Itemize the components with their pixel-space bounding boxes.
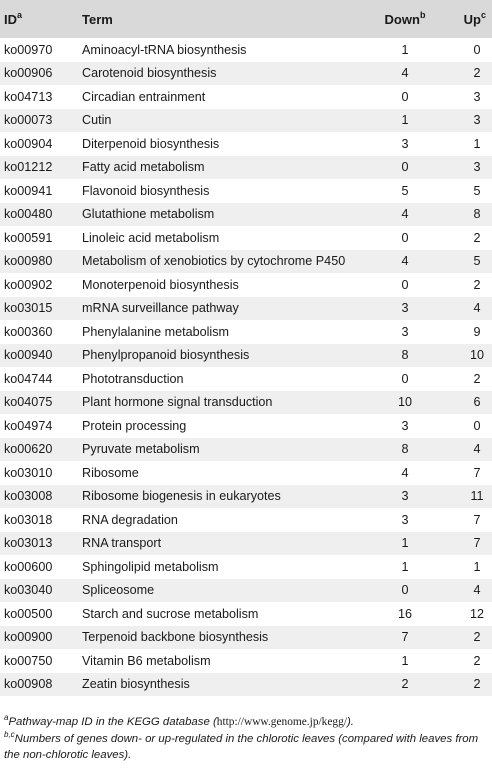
cell-term: Fatty acid metabolism: [82, 160, 205, 175]
cell-term: Starch and sucrose metabolism: [82, 606, 259, 621]
cell-up: 0: [473, 42, 481, 57]
cell-term: mRNA surveillance pathway: [82, 301, 239, 316]
table-row: [0, 602, 492, 626]
footnote-a: $^a$Pathway-map ID in the KEGG database (http://www.genome.jp/kegg/).: [4, 713, 354, 728]
cell-term: Flavonoid biosynthesis: [82, 183, 210, 198]
table-body: [0, 38, 492, 696]
cell-term: Phototransduction: [82, 371, 184, 386]
table-row: [0, 179, 492, 203]
cell-down: 2: [401, 677, 409, 692]
cell-down: 3: [401, 489, 409, 504]
cell-id: ko00620: [4, 442, 53, 457]
cell-id: ko04075: [4, 395, 53, 410]
cell-down: 1: [401, 42, 409, 57]
cell-down: 1: [401, 559, 409, 574]
cell-up: 4: [473, 583, 481, 598]
table-row: [0, 461, 492, 485]
cell-id: ko04974: [4, 418, 53, 433]
cell-down: 8: [401, 348, 409, 363]
cell-up: 0: [473, 418, 481, 433]
cell-term: Sphingolipid metabolism: [82, 559, 219, 574]
cell-up: 2: [473, 630, 481, 645]
table-row: [0, 367, 492, 391]
cell-term: RNA transport: [82, 536, 162, 551]
cell-up: 6: [473, 395, 481, 410]
cell-down: 3: [401, 324, 409, 339]
cell-down: 4: [401, 207, 409, 222]
cell-down: 0: [401, 583, 409, 598]
header-id: $ID^a$: [4, 9, 23, 27]
table-row: [0, 649, 492, 673]
table-footnotes: [4, 714, 488, 764]
cell-down: 8: [401, 442, 409, 457]
cell-up: 9: [473, 324, 481, 339]
cell-down: 0: [401, 277, 409, 292]
cell-id: ko00970: [4, 42, 53, 57]
table-row: [0, 555, 492, 579]
cell-term: Aminoacyl-tRNA biosynthesis: [82, 42, 247, 57]
cell-down: 7: [401, 630, 409, 645]
cell-id: ko00073: [4, 113, 53, 128]
table-row: [0, 626, 492, 650]
cell-up: 1: [473, 559, 481, 574]
table-row: [0, 297, 492, 321]
cell-term: Spliceosome: [82, 583, 155, 598]
cell-id: ko00750: [4, 653, 53, 668]
cell-up: 8: [473, 207, 481, 222]
cell-term: Zeatin biosynthesis: [82, 677, 190, 692]
header-up: Up$^c$: [463, 9, 486, 27]
cell-up: 7: [473, 465, 481, 480]
cell-down: 0: [401, 89, 409, 104]
cell-id: ko00908: [4, 677, 53, 692]
cell-term: Phenylalanine metabolism: [82, 324, 230, 339]
cell-down: 3: [401, 136, 409, 151]
cell-id: ko03040: [4, 583, 53, 598]
cell-down: 4: [401, 66, 409, 81]
cell-down: 16: [397, 606, 412, 621]
table-row: [0, 673, 492, 697]
cell-up: 3: [473, 160, 481, 175]
cell-down: 0: [401, 160, 409, 175]
footnote-a-mark: a: [4, 713, 9, 722]
cell-up: 5: [473, 183, 481, 198]
cell-down: 3: [401, 301, 409, 316]
cell-term: Terpenoid backbone biosynthesis: [82, 630, 269, 645]
cell-id: ko04713: [4, 89, 53, 104]
table-row: [0, 109, 492, 133]
cell-id: ko00902: [4, 277, 53, 292]
cell-down: 0: [401, 230, 409, 245]
cell-up: 5: [473, 254, 481, 269]
cell-up: 12: [469, 606, 484, 621]
header-up-footnote-mark: c: [480, 9, 486, 20]
table-row: [0, 414, 492, 438]
cell-up: 2: [473, 66, 481, 81]
cell-id: ko00980: [4, 254, 53, 269]
table-row: [0, 203, 492, 227]
cell-id: ko00940: [4, 348, 53, 363]
cell-id: ko00904: [4, 136, 53, 151]
cell-id: ko00900: [4, 630, 53, 645]
cell-up: 2: [473, 677, 481, 692]
cell-down: 1: [401, 536, 409, 551]
table-row: [0, 273, 492, 297]
table-row: [0, 391, 492, 415]
cell-id: ko00600: [4, 559, 53, 574]
cell-up: 3: [473, 89, 481, 104]
cell-term: Ribosome: [82, 465, 139, 480]
cell-down: 0: [401, 371, 409, 386]
table-row: [0, 156, 492, 180]
cell-term: Cutin: [82, 113, 112, 128]
cell-term: Metabolism of xenobiotics by cytochrome P450: [82, 254, 346, 269]
cell-up: 7: [473, 536, 481, 551]
table-row: [0, 532, 492, 556]
cell-down: 1: [401, 113, 409, 128]
cell-down: 1: [401, 653, 409, 668]
kegg-url-link[interactable]: http://www.genome.jp/kegg/: [216, 716, 347, 728]
cell-down: 4: [401, 465, 409, 480]
table-row: [0, 38, 492, 62]
cell-down: 4: [401, 254, 409, 269]
table-row: [0, 344, 492, 368]
table-row: [0, 132, 492, 156]
cell-up: 1: [473, 136, 481, 151]
cell-term: Carotenoid biosynthesis: [82, 66, 217, 81]
cell-term: Pyruvate metabolism: [82, 442, 200, 457]
cell-id: ko03018: [4, 512, 53, 527]
cell-up: 2: [473, 371, 481, 386]
header-id-footnote-mark: a: [17, 9, 23, 20]
cell-term: Linoleic acid metabolism: [82, 230, 220, 245]
cell-id: ko04744: [4, 371, 53, 386]
cell-term: Phenylpropanoid biosynthesis: [82, 348, 250, 363]
cell-id: ko03015: [4, 301, 53, 316]
table-row: [0, 226, 492, 250]
cell-term: Ribosome biogenesis in eukaryotes: [82, 489, 281, 504]
cell-up: 7: [473, 512, 481, 527]
cell-term: Circadian entrainment: [82, 89, 206, 104]
cell-term: Protein processing: [82, 418, 187, 433]
cell-up: 2: [473, 653, 481, 668]
cell-id: ko00941: [4, 183, 53, 198]
cell-term: Vitamin B6 metabolism: [82, 653, 211, 668]
cell-term: Plant hormone signal transduction: [82, 395, 273, 410]
cell-id: ko03010: [4, 465, 53, 480]
cell-term: Monoterpenoid biosynthesis: [82, 277, 239, 292]
cell-down: 10: [397, 395, 412, 410]
cell-id: ko00500: [4, 606, 53, 621]
cell-id: ko00480: [4, 207, 53, 222]
cell-term: Diterpenoid biosynthesis: [82, 136, 220, 151]
cell-down: 3: [401, 418, 409, 433]
cell-up: 2: [473, 277, 481, 292]
cell-up: 4: [473, 442, 481, 457]
footnote-bc-mark: b,c: [4, 730, 15, 739]
table-row: [0, 485, 492, 509]
header-down-footnote-mark: b: [419, 9, 426, 20]
cell-up: 10: [469, 348, 484, 363]
cell-down: 3: [401, 512, 409, 527]
cell-up: 4: [473, 301, 481, 316]
cell-id: ko03013: [4, 536, 53, 551]
cell-down: 5: [401, 183, 409, 198]
table-row: [0, 579, 492, 603]
cell-up: 3: [473, 113, 481, 128]
table-row: [0, 508, 492, 532]
table-row: [0, 320, 492, 344]
table-header: [0, 0, 492, 38]
header-term: Term: [82, 11, 113, 27]
cell-up: 11: [470, 489, 484, 504]
cell-id: ko00360: [4, 324, 53, 339]
table-row: [0, 85, 492, 109]
table-row: [0, 250, 492, 274]
cell-up: 2: [473, 230, 481, 245]
cell-term: RNA degradation: [82, 512, 178, 527]
cell-id: ko01212: [4, 160, 53, 175]
table-row: [0, 62, 492, 86]
cell-id: ko00591: [4, 230, 53, 245]
header-down: Down$^b$: [384, 9, 426, 27]
cell-id: ko03008: [4, 489, 53, 504]
header-row: [0, 0, 492, 38]
table-row: [0, 438, 492, 462]
footnote-bc: $^{b,c}$Numbers of genes down- or up-regulated in the chlorotic leaves (compared with leaves from the non-chlorotic leaves).: [4, 730, 479, 761]
cell-id: ko00906: [4, 66, 53, 81]
cell-term: Glutathione metabolism: [82, 207, 215, 222]
